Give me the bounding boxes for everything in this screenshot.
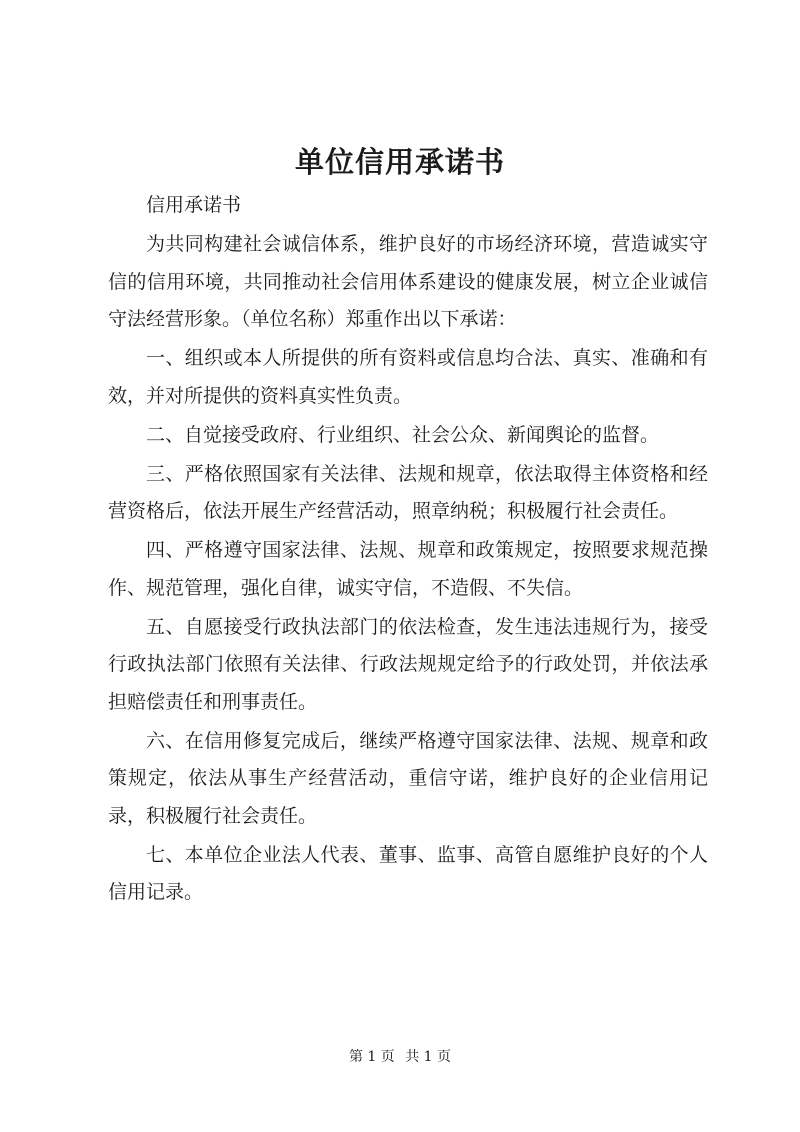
paragraph-item-2: 二、自觉接受政府、行业组织、社会公众、新闻舆论的监督。 [146, 423, 660, 446]
document-subtitle: 信用承诺书 [146, 194, 242, 216]
paragraph-item-6: 六、在信用修复完成后，继续严格遵守国家法律、法规、规章和政策规定，依法从事生产经营活动，重信守诺，维护良好的企业信用记录，积极履行社会责任。 [108, 729, 708, 827]
paragraph-item-5: 五、自愿接受行政执法部门的依法检查，发生违法违规行为，接受行政执法部门依照有关法律、行政法规规定给予的行政处罚，并依法承担赔偿责任和刑事责任。 [108, 615, 708, 713]
paragraph-item-3: 三、严格依照国家有关法律、法规和规章，依法取得主体资格和经营资格后，依法开展生产经营活动，照章纳税；积极履行社会责任。 [108, 462, 708, 522]
page-number: 第 1 页 [348, 1049, 395, 1065]
document-title: 单位信用承诺书 [294, 145, 505, 179]
paragraph-item-1: 一、组织或本人所提供的所有资料或信息均合法、真实、准确和有效，并对所提供的资料真实性负责。 [108, 347, 708, 407]
paragraph-intro: 为共同构建社会诚信体系，维护良好的市场经济环境，营造诚实守信的信用环境，共同推动社会信用体系建设的健康发展，树立企业诚信守法经营形象。（单位名称）郑重作出以下承诺： [108, 233, 708, 330]
document-body [108, 187, 708, 913]
paragraph-item-4: 四、严格遵守国家法律、法规、规章和政策规定，按照要求规范操作、规范管理，强化自律，诚实守信，不造假、不失信。 [108, 539, 708, 599]
page-footer [0, 1046, 800, 1066]
paragraph-item-7: 七、本单位企业法人代表、董事、监事、高管自愿维护良好的个人信用记录。 [108, 843, 708, 903]
page-total: 共 1 页 [405, 1049, 452, 1065]
